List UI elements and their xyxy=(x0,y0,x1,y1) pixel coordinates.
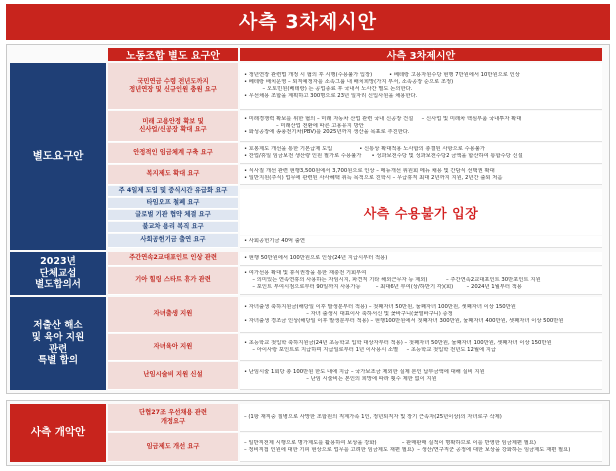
row-content-pension-retirement: • 정년연장 관련법 개정 시 협의 후 시행(수용불가 입장) • 베테랑 고용자원수당 현행 7만원에서 10만원으로 인상 • 베테랑 배치운영 – 퇴직예정자를 소속그룹 내 배치희망(가지 부서, 소속공장 순으로 조정) – 오토민원(베테랑) 는 공업종료 후 국내서 노사간 별도 논의한다. • 우선채용 조합을 계획하고 300명으로 23년 일자리 신입사원을 채용한다. xyxy=(240,63,602,110)
page-title: 사측 3차제시안 xyxy=(6,4,610,40)
row-label-childcare: 자녀육아 지원 xyxy=(108,334,238,361)
row-content-future-employment: • 미래경쟁력 확보를 위한 협의 – 미래 자동차 산업 관련 국내 신공장 건설 – 신사업 및 미래차 핵심부품 국내투자 확대 – 미래산업 전환에 따른 고용유지 방안 • 화성공장에 송풍전기차(PBV)를 2025년까지 생산을 목표로 추진한다. xyxy=(240,111,602,142)
category-separate-demands: 별도요구안 xyxy=(10,63,106,250)
row-label-article27: 단협27조 우선채용 관련 개정요구 xyxy=(108,404,238,432)
row-label-childbirth: 자녀출생 지원 xyxy=(108,297,238,333)
row-content-shift-points: • 현행 50만원에서 100만원으로 인상(24년 지급시부터 적용) xyxy=(240,252,602,266)
row-content-infertility: • 난임시술 1회당 총 100만원 한도 내에 지급 – 국가보조금 제외한 실제 본인 납부금액에 대해 실비 지원 – 난임 시술비는 본인의 희망에 따라 횟수 제한 없이 지원 xyxy=(240,362,602,390)
row-content-childbirth: • 자녀출생 축하지원금(해당일 이후 발생분부터 적용) – 첫째자녀 50만원, 둘째자녀 100만원, 셋째자녀 이상 150만원 – 자녀 출생시 대표이사 축하서신 및 꽃바구니(꽃열바구니) 증정 • 자녀출생 경조금 인상(해당일 이후 발생분부터 적용) – 현행100만원에서 첫째자녀 300만원, 둘째자녀 400만원, 셋째자녀 이상 500만원 xyxy=(240,297,602,333)
category-2023-agreement: 2023년 단체교섭 별도합의서 xyxy=(10,252,106,295)
category-reform-proposal: 사측 개악안 xyxy=(10,404,106,462)
row-label-shift-points: 주간연속2교대포인트 인상 관련 xyxy=(108,252,238,266)
row-content-wage-system: • 호봉제도 개선을 통한 기본급제 도입 • 신통상 확대적용 노사합의 총결된 사항으로 수용불가 • 잔업/휴일 임금보전 생산량 인원 필가로 수용불가 • 성과보전수당 및 성과보전수당2 금액을 합산하여 통합수당 신설 xyxy=(240,143,602,164)
row-label-wage-system: 안정적인 임금체계 구축 요구 xyxy=(108,143,238,164)
row-content-childcare: • 초등학교 첫입학 축하지원금(24년 초등학교 입학 대상자부터 적용) – 첫째자녀 50만원, 둘째자녀 100만원, 셋째자녀 이상 150만원 – 아이사랑 포인트로 지급하며 지급일로부터 1년 이사용시 소멸 – 초등학교 첫입학 전년도 12월에 지급 xyxy=(240,334,602,361)
row-label-timeoff: 타임오프 철폐 요구 xyxy=(108,198,238,209)
row-content-article27: – (1항 재직중 질병으로 사망한 조합원의 직계가족 1인, 정년퇴직자 및 장기 근속자(25년이상)의 자녀로구 삭제) xyxy=(240,404,602,432)
header-union-demands: 노동조합 별도 요구안 xyxy=(108,48,238,61)
row-content-welfare: • 식사질 개선 관련 현행3,500원에서 3,700원으로 인상 – 메뉴개선 위원회 메뉴 채용 및 간담식 선택권 확대 • 일반지원(주식) 업무에 관련된 사사혜택 취득 목적으로 진학시 – 우급휴직 최대 2년까지 지원, 2년간 출퇴 처음 xyxy=(240,165,602,185)
row-label-reinstatement: 불교차 용리 복직 요구 xyxy=(108,222,238,233)
row-content-wage-reform: – 일반직전제 시행으로 명가제도를 활용하여 보상을 강화) – 판매판매 실적이 명확하므로 이를 반영한 임금제편 필요) – 정비직접 인원에 대한 기피 현상으로 업무를 고려한 임금제도 재편 필요) – 생산/연구직군 공정에 대한 보상을 강화하는 임금제도 재편 필요) xyxy=(240,433,602,462)
row-label-wage-reform: 임금제도 개선 요구 xyxy=(108,433,238,462)
unacceptable-stamp: 사측 수용불가 입장 xyxy=(240,189,602,235)
row-label-future-employment: 미래 고용안정 확보 및 신사업/신공장 확대 요구 xyxy=(108,111,238,142)
row-content-social-fund: • 사회공헌기금 40억 출연 xyxy=(240,236,602,248)
row-label-global-agreement: 글로벌 기관 협약 체결 요구 xyxy=(108,210,238,221)
category-lowbirth-support: 저출산 해소 및 육아 지원 관련 특별 합의 xyxy=(10,297,106,390)
row-label-pension-retirement: 국민연금 수령 전년도까지 정년연장 및 신규인원 충원 요구 xyxy=(108,63,238,110)
row-label-social-fund: 사회공헌기금 출연 요구 xyxy=(108,234,238,248)
row-label-welfare: 복지제도 확대 요구 xyxy=(108,165,238,185)
header-company-proposal: 사측 3차제시안 xyxy=(240,48,602,61)
row-label-4day-week: 주 4일제 도입 및 중식시간 유급화 요구 xyxy=(108,186,238,197)
row-content-healing-leave: • 여가선용 확대 및 휴식권장을 통한 재충전 기회부여 – 의미있는 연속연휴의 사용하는 자임시지, 파견직 기타 해외근무자 등 제외) – 주간연속2교대포인트 30만포인트 지원 – 포인트 부여시점으로부터 90일까지 사용가능 – 최대6년 부여(상/하반기 각)(회) – 2024년 1월부터 적용 xyxy=(240,267,602,295)
row-label-healing-leave: 기아 힐링 스타트 휴가 관련 xyxy=(108,267,238,295)
row-label-infertility: 난임시술비 지원 신설 xyxy=(108,362,238,390)
